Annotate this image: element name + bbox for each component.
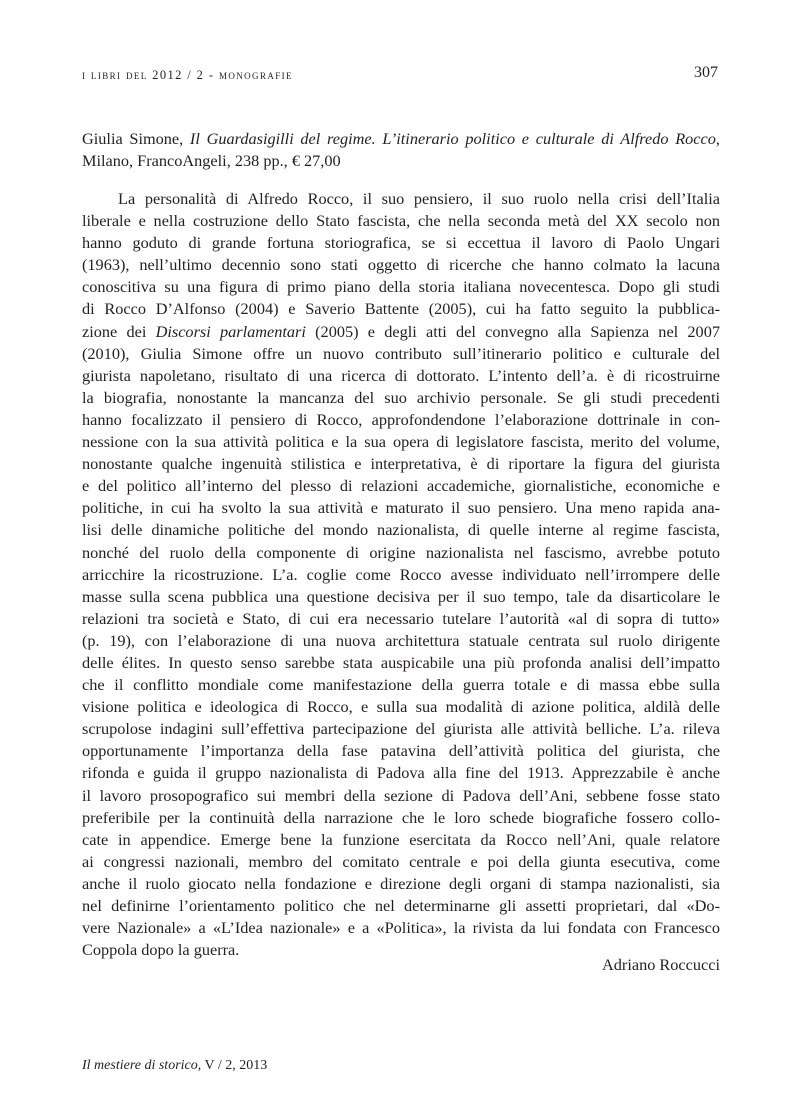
- body-line: conoscitiva su una figura di primo piano della storia italiana novecentesca. Dopo gli studi: [82, 277, 720, 297]
- citation-title: Il Guardasigilli del regime. L’itinerario politico e culturale di Alfredo Rocco: [189, 129, 716, 148]
- body-line: visione politica e ideologica di Rocco, e sulla sua modalità di azione politica, aldilà delle: [82, 697, 720, 717]
- body-line: di Rocco D’Alfonso (2004) e Saverio Battente (2005), cui ha fatto seguito la pubblica-: [82, 299, 720, 319]
- body-line: la biografia, nonostante la mancanza del suo archivio personale. Se gli studi precedenti: [82, 387, 720, 407]
- journal-issue: , V / 2, 2013: [197, 1058, 268, 1073]
- body-line: hanno goduto di grande fortuna storiografica, se si eccettua il lavoro di Paolo Ungari: [82, 233, 720, 253]
- body-line: zione dei Discorsi parlamentari (2005) e degli atti del convegno alla Sapienza nel 2007: [82, 321, 720, 341]
- running-head: [82, 64, 718, 88]
- body-line: relazioni tra società e Stato, di cui era necessario tutelare l’autorità «al di sopra di tutto»: [82, 608, 720, 628]
- body-line: nessione con la sua attività politica e la sua opera di legislatore fascista, merito del volume,: [82, 432, 720, 452]
- body-line: nonché del ruolo della componente di origine nazionalista nel fascismo, avrebbe potuto: [82, 542, 720, 562]
- body-line: politiche, in cui ha svolto la sua attività e maturato il suo pensiero. Una meno rapida ana-: [82, 498, 720, 518]
- body-line: (p. 19), con l’elaborazione di una nuova architettura statuale centrata sul ruolo dirigente: [82, 630, 720, 650]
- body-line: preferibile per la continuità della narrazione che le loro schede biografiche fossero collo-: [82, 807, 720, 827]
- body-line: Coppola dopo la guerra.: [82, 940, 240, 960]
- body-line: delle élites. In questo senso sarebbe stata auspicabile una più profonda analisi dell’impatto: [82, 652, 720, 672]
- body-line: giurista napoletano, risultato di una ricerca di dottorato. L’intento dell’a. è di ricostruirne: [82, 365, 720, 385]
- body-line: lisi delle dinamiche politiche del mondo nazionalista, di quelle interne al regime fascista,: [82, 520, 720, 540]
- body-line: hanno focalizzato il pensiero di Rocco, approfondendone l’elaborazione dottrinale in con-: [82, 409, 720, 429]
- body-line: il lavoro prosopografico sui membri della sezione di Padova dell’Ani, sebbene fosse stato: [82, 785, 720, 805]
- body-line: masse sulla scena pubblica una questione decisiva per il suo tempo, tale da disarticolare le: [82, 586, 720, 606]
- italic-title-discorsi: Discorsi parlamentari: [155, 321, 306, 341]
- footer-citation: [82, 1058, 267, 1074]
- body-line: nel definirne l’orientamento politico che nel determinarne gli assetti proprietari, dal «Do-: [82, 896, 720, 915]
- page-number: 307: [694, 64, 718, 81]
- body-line: e del politico all’interno del plesso di relazioni accademiche, giornalistiche, economiche e: [82, 476, 720, 496]
- body-line: liberale e nella costruzione dello Stato fascista, che nella seconda metà del XX secolo non: [82, 211, 720, 231]
- body-line: vere Nazionale» a «L’Idea nazionale» e a «Politica», la rivista da lui fondata con Francesco: [82, 918, 720, 938]
- body-line: anche il ruolo giocato nella fondazione e direzione degli organi di stampa nazionalisti, sia: [82, 873, 720, 893]
- body-line: scrupolose indagini sull’effettiva partecipazione del giurista alle attività belliche. L’a. rileva: [82, 719, 720, 739]
- journal-name: Il mestiere di storico: [82, 1058, 198, 1073]
- book-citation: [82, 128, 720, 172]
- body-line: (2010), Giulia Simone offre un nuovo contributo sull’itinerario politico e culturale del: [82, 343, 720, 363]
- citation-publication: Milano, FrancoAngeli, 238 pp., € 27,00: [82, 151, 341, 170]
- body-line: ai congressi nazionali, membro del comitato centrale e poi della giunta esecutiva, come: [82, 851, 720, 871]
- body-line: che il conflitto mondiale come manifestazione della guerra totale e di massa ebbe sulla: [82, 675, 720, 695]
- citation-line-1: Giulia Simone, Il Guardasigilli del regime. L’itinerario politico e culturale di Alfredo Rocco,: [82, 129, 720, 148]
- citation-author: Giulia Simone,: [82, 129, 184, 148]
- body-line: La personalità di Alfredo Rocco, il suo pensiero, il suo ruolo nella crisi dell’Italia: [118, 189, 720, 208]
- review-body: [82, 188, 720, 961]
- body-line: rifonda e guida il gruppo nazionalista di Padova alla fine del 1913. Apprezzabile è anche: [82, 763, 720, 783]
- body-line: cate in appendice. Emerge bene la funzione esercitata da Rocco nell’Ani, quale relatore: [82, 829, 720, 849]
- reviewer-signature: Adriano Roccucci: [602, 955, 720, 974]
- body-line: arricchire la ricostruzione. L’a. coglie come Rocco avesse individuato nell’irrompere delle: [82, 564, 720, 584]
- body-line: (1963), nell’ultimo decennio sono stati oggetto di ricerche che hanno colmato la lacuna: [82, 255, 720, 275]
- body-line: opportunamente l’importanza della fase patavina dell’attività politica del giurista, che: [82, 741, 720, 761]
- running-title: i libri del 2012 / 2 - monografie: [82, 68, 293, 82]
- body-line: nonostante qualche ingenuità stilistica e interpretativa, è di riportare la figura del giurista: [82, 454, 720, 474]
